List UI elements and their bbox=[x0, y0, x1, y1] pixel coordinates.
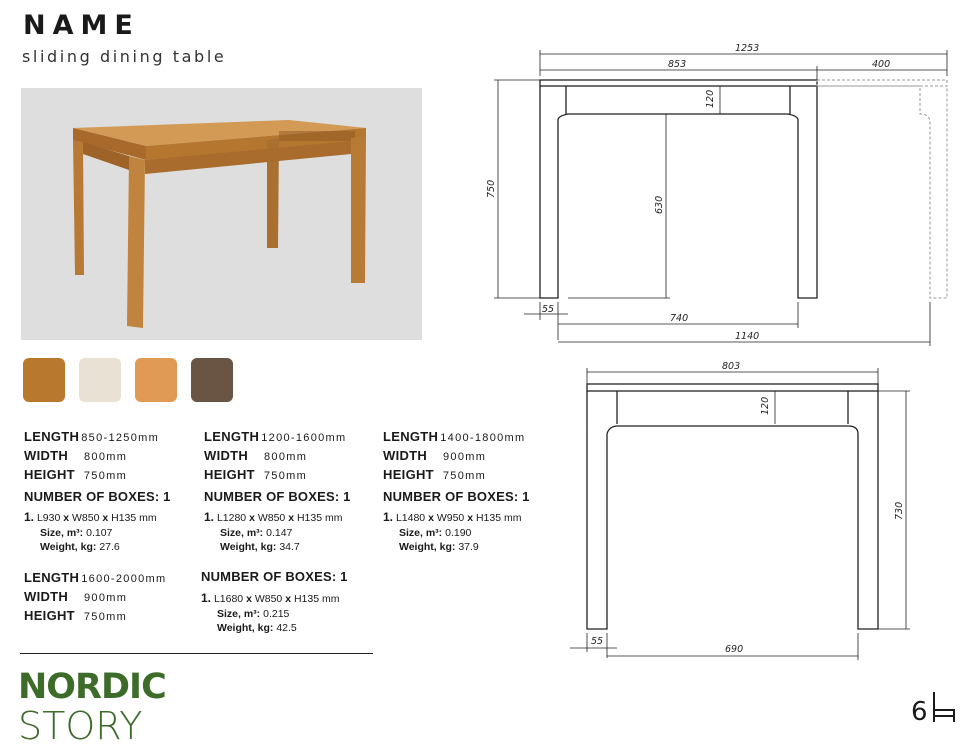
length-value: 1600-2000mm bbox=[81, 573, 167, 585]
width-value: 900mm bbox=[84, 592, 128, 604]
table-illustration bbox=[21, 88, 422, 340]
boxes-count-1: NUMBER OF BOXES: 1 bbox=[24, 489, 171, 504]
finish-swatch-oak[interactable] bbox=[23, 358, 65, 402]
box-details-1: 1. L930 x W850 x H135 mm Size, m³: 0.107 Weight, kg: 27.6 bbox=[24, 510, 157, 553]
page-subtitle: sliding dining table bbox=[22, 47, 227, 66]
box-size: 0.190 bbox=[445, 526, 472, 539]
box-number: 1. bbox=[204, 510, 215, 524]
chair-icon bbox=[930, 690, 958, 726]
length-value: 850-1250mm bbox=[81, 432, 160, 444]
footer-divider bbox=[20, 653, 373, 654]
box-size-label: Size, m³: bbox=[220, 526, 264, 539]
dim-leg-clearance: 630 bbox=[654, 195, 665, 214]
box-size-label: Size, m³: bbox=[40, 526, 84, 539]
length-label: LENGTH bbox=[24, 429, 80, 444]
box-length: L1480 bbox=[395, 512, 426, 524]
box-number: 1. bbox=[24, 510, 35, 524]
page-number: 6 bbox=[911, 697, 928, 727]
front-view-drawing bbox=[480, 40, 960, 350]
box-weight: 42.5 bbox=[276, 622, 297, 634]
extension-leaf bbox=[279, 131, 355, 141]
box-width: W850 bbox=[254, 593, 283, 605]
box-width: W850 bbox=[257, 512, 286, 524]
leg-back-left bbox=[73, 140, 84, 275]
box-details-2: 1. L1280 x W850 x H135 mm Size, m³: 0.147 Weight, kg: 34.7 bbox=[204, 510, 343, 553]
box-size: 0.107 bbox=[86, 526, 113, 539]
box-length: L1280 bbox=[216, 512, 247, 524]
finish-swatch-natural[interactable] bbox=[135, 358, 177, 402]
dim-side-apron: 120 bbox=[760, 396, 771, 415]
height-label: HEIGHT bbox=[383, 467, 434, 482]
drawing-tabletop bbox=[540, 80, 817, 86]
box-size-label: Size, m³: bbox=[217, 607, 261, 620]
height-value: 750mm bbox=[263, 470, 308, 482]
spec-block-3 bbox=[383, 428, 525, 485]
box-length: L1680 bbox=[213, 593, 244, 605]
box-number: 1. bbox=[201, 591, 212, 605]
box-width: W850 bbox=[71, 512, 100, 524]
box-height: H135 mm bbox=[293, 593, 340, 605]
box-details-4: 1. L1680 x W850 x H135 mm Size, m³: 0.215 Weight, kg: 42.5 bbox=[201, 591, 340, 634]
width-label: WIDTH bbox=[24, 448, 69, 463]
dim-extension: 400 bbox=[872, 59, 891, 70]
box-weight: 27.6 bbox=[99, 541, 120, 553]
height-label: HEIGHT bbox=[24, 467, 75, 482]
box-weight: 34.7 bbox=[279, 541, 300, 553]
drawing-side-legs bbox=[587, 391, 878, 629]
leg-front-left bbox=[127, 156, 145, 328]
length-label: LENGTH bbox=[24, 570, 80, 585]
length-label: LENGTH bbox=[383, 429, 439, 444]
dim-overall-height: 750 bbox=[486, 179, 497, 198]
box-length: L930 bbox=[36, 512, 61, 524]
spec-block-4 bbox=[24, 569, 166, 626]
width-value: 800mm bbox=[264, 451, 308, 463]
width-label: WIDTH bbox=[204, 448, 249, 463]
width-label: WIDTH bbox=[383, 448, 428, 463]
box-size: 0.147 bbox=[266, 526, 293, 539]
box-size-label: Size, m³: bbox=[399, 526, 443, 539]
height-value: 750mm bbox=[442, 470, 487, 482]
length-label: LENGTH bbox=[204, 429, 260, 444]
height-value: 750mm bbox=[83, 470, 128, 482]
boxes-count-3: NUMBER OF BOXES: 1 bbox=[383, 489, 530, 504]
length-value: 1200-1600mm bbox=[261, 432, 347, 444]
drawing-side-tabletop bbox=[587, 384, 878, 391]
width-label: WIDTH bbox=[24, 589, 69, 604]
box-weight: 37.9 bbox=[458, 541, 479, 553]
box-weight-label: Weight, kg: bbox=[399, 541, 456, 553]
dim-top-length: 853 bbox=[668, 59, 687, 70]
box-weight-label: Weight, kg: bbox=[217, 622, 274, 634]
dim-side-inner: 690 bbox=[725, 644, 744, 655]
drawing-extension-top bbox=[817, 80, 947, 86]
dim-side-top: 803 bbox=[722, 361, 741, 372]
box-width: W950 bbox=[436, 512, 465, 524]
height-value: 750mm bbox=[83, 611, 128, 623]
dim-leg-width: 55 bbox=[542, 304, 555, 315]
height-label: HEIGHT bbox=[24, 608, 75, 623]
dim-inner-span: 740 bbox=[670, 313, 689, 324]
brand-logo-line1: NORDIC bbox=[18, 667, 166, 707]
boxes-count-2: NUMBER OF BOXES: 1 bbox=[204, 489, 351, 504]
side-view-drawing bbox=[560, 358, 920, 663]
dim-outer-span: 1140 bbox=[735, 331, 760, 342]
box-weight-label: Weight, kg: bbox=[220, 541, 277, 553]
page-title: NAME bbox=[23, 10, 140, 41]
spec-block-1 bbox=[24, 428, 159, 485]
product-photo bbox=[21, 88, 422, 340]
height-label: HEIGHT bbox=[204, 467, 255, 482]
box-details-3: 1. L1480 x W950 x H135 mm Size, m³: 0.190 Weight, kg: 37.9 bbox=[383, 510, 522, 553]
drawing-extension-legs bbox=[817, 86, 947, 298]
box-height: H135 mm bbox=[296, 512, 343, 524]
spec-block-2 bbox=[204, 428, 346, 485]
box-size: 0.215 bbox=[263, 607, 290, 620]
finish-swatch-white[interactable] bbox=[79, 358, 121, 402]
finish-swatch-dark[interactable] bbox=[191, 358, 233, 402]
box-weight-label: Weight, kg: bbox=[40, 541, 97, 553]
width-value: 900mm bbox=[443, 451, 487, 463]
dim-side-height: 730 bbox=[894, 501, 905, 520]
dim-side-leg: 55 bbox=[591, 636, 604, 647]
dim-total-length: 1253 bbox=[735, 43, 760, 54]
dim-apron: 120 bbox=[705, 89, 716, 108]
boxes-count-4: NUMBER OF BOXES: 1 bbox=[201, 569, 348, 584]
box-height: H135 mm bbox=[111, 512, 157, 524]
box-number: 1. bbox=[383, 510, 394, 524]
drawing-legs bbox=[540, 86, 817, 298]
width-value: 800mm bbox=[84, 451, 128, 463]
length-value: 1400-1800mm bbox=[440, 432, 526, 444]
brand-logo-line2: STORY bbox=[18, 704, 143, 748]
box-height: H135 mm bbox=[475, 512, 522, 524]
leg-front-right bbox=[351, 136, 366, 283]
